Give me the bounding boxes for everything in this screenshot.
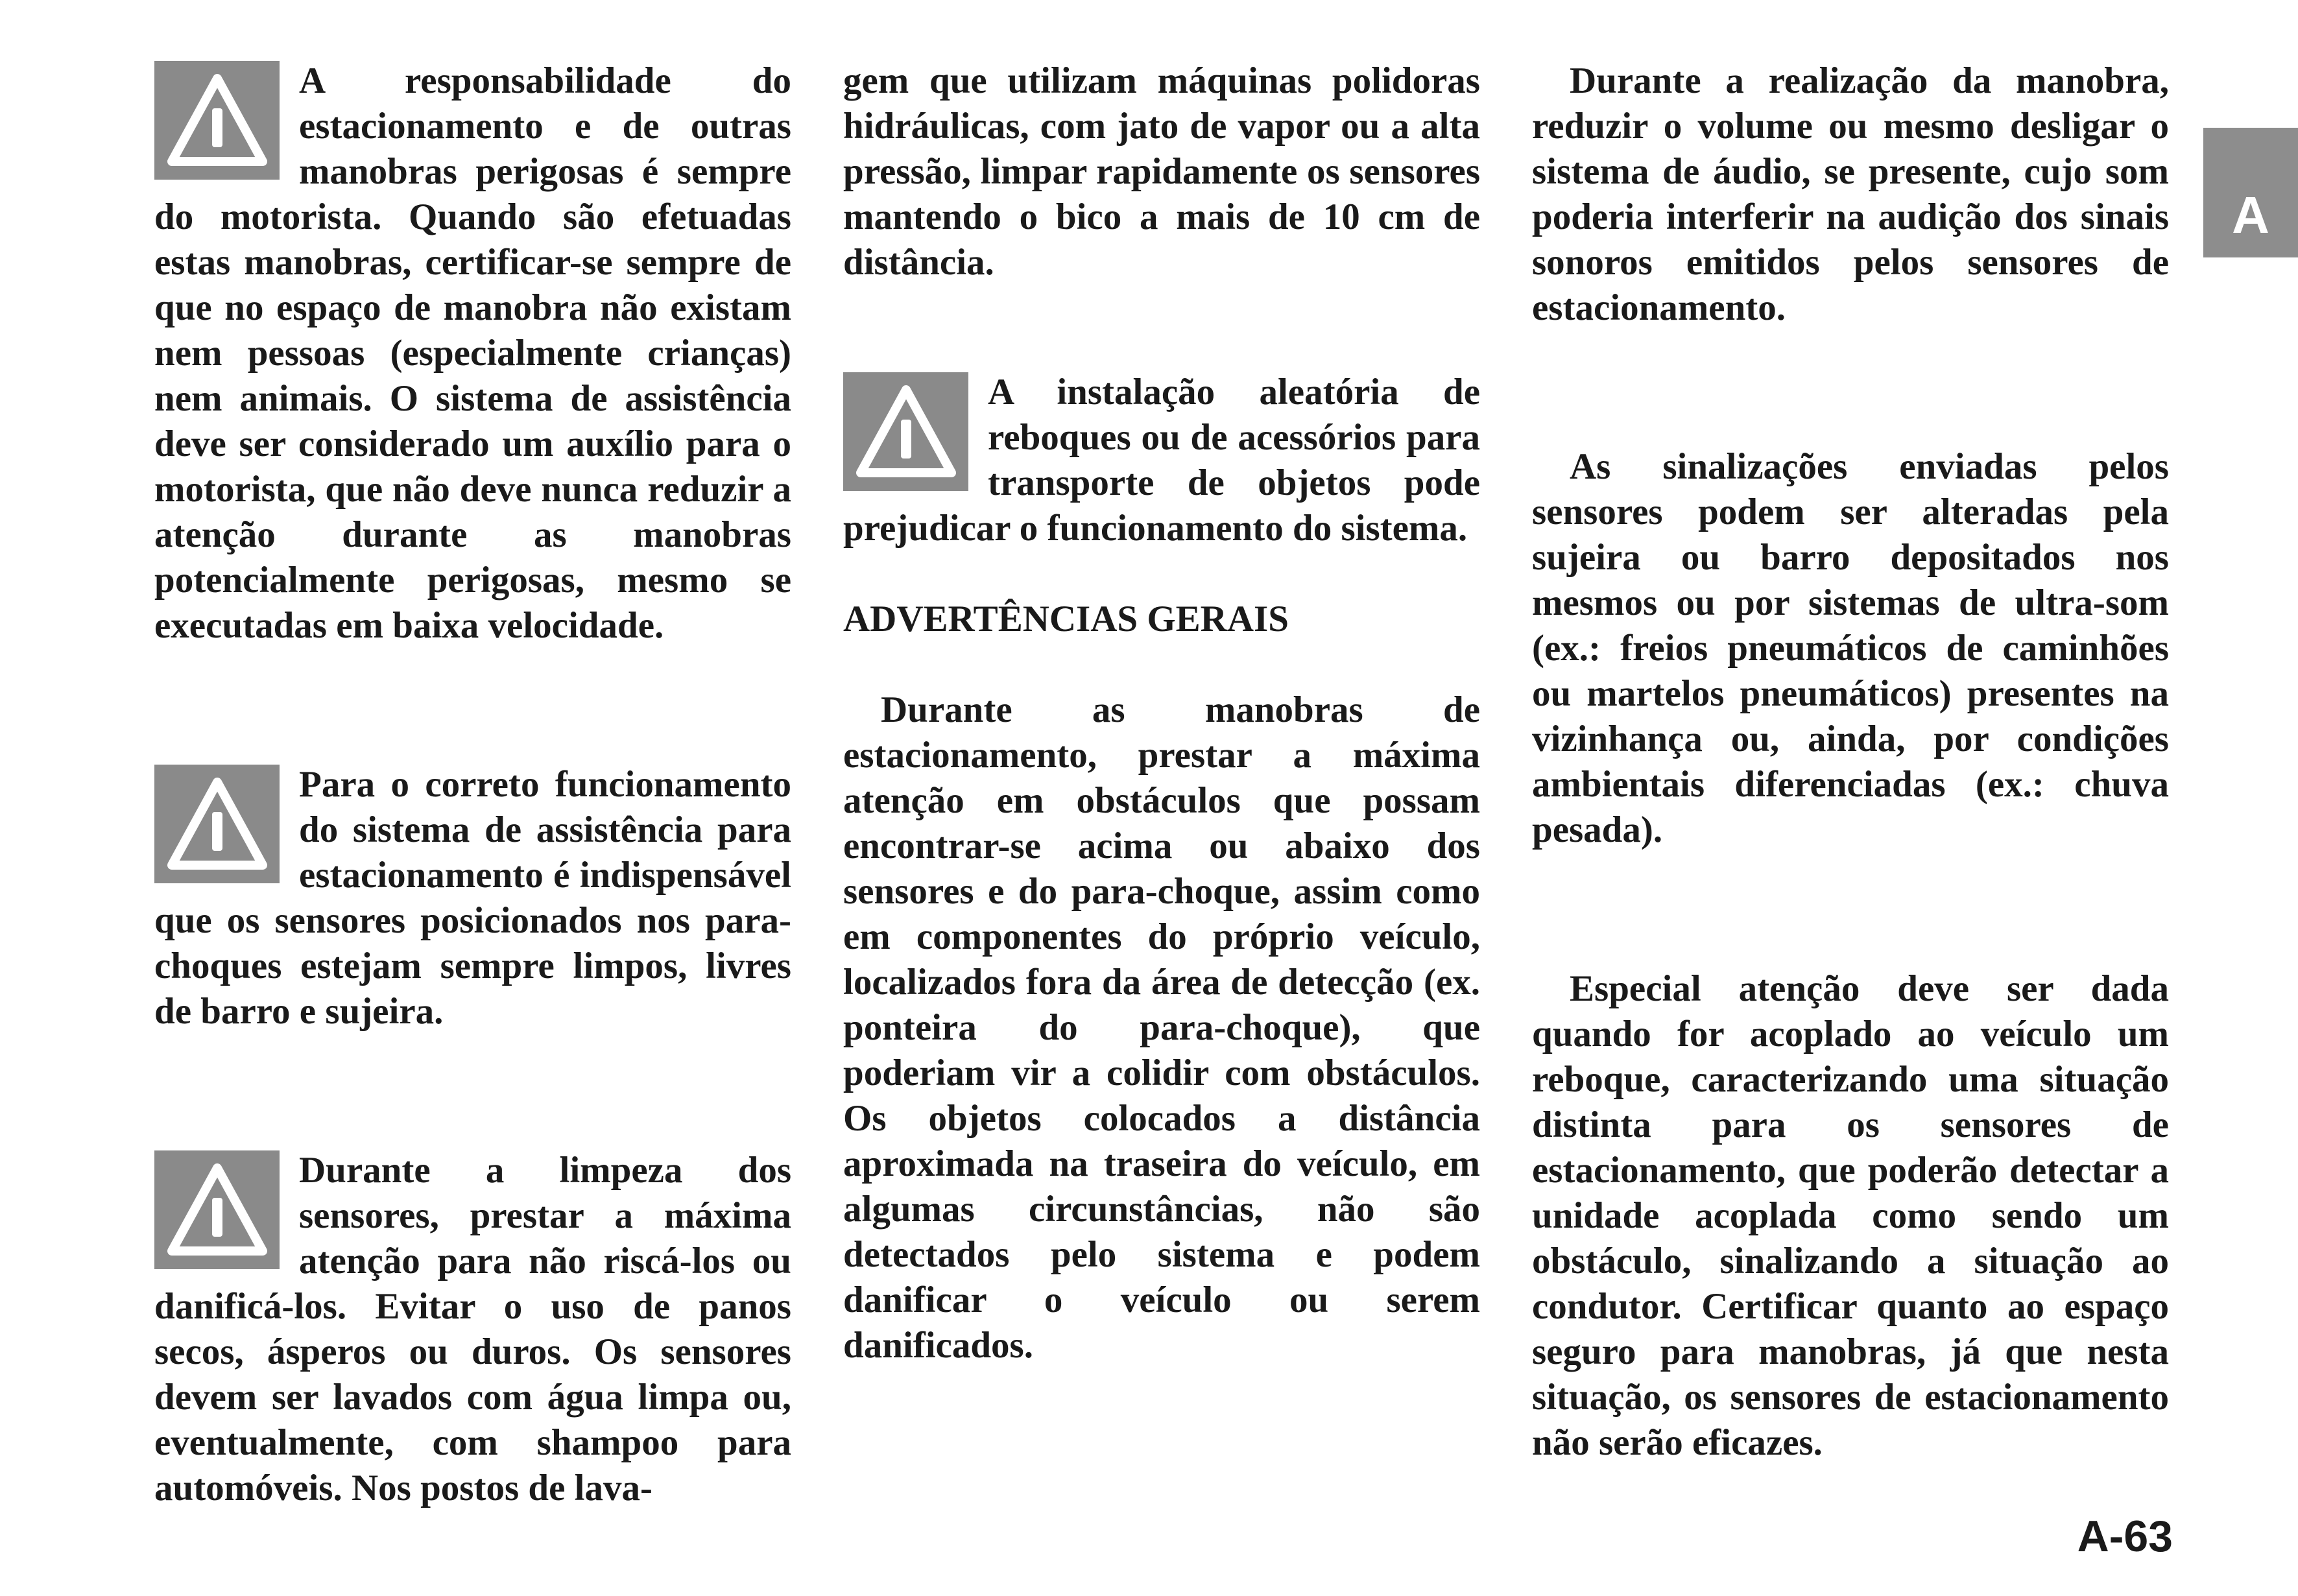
page-number: A-63 (2077, 1512, 2173, 1561)
paragraph-text: Especial atenção deve ser dada quando for acoplado ao veículo um reboque, caracterizando uma situação distinta para os sensores de estacionamento, que poderão detectar a unidade acoplada como sendo um obstáculo, sinalizando a situação ao condutor. Certificar quanto ao espaço seguro para manobras, já que nesta situação, os sensores de estacionamento não serão eficazes. (1532, 968, 2169, 1463)
section-tab (2203, 128, 2298, 257)
paragraph-trailer-attention (1532, 966, 2169, 1466)
section-heading: ADVERTÊNCIAS GERAIS (843, 599, 1289, 639)
warning-text-responsibility: A responsabilidade do estacionamento e de outras manobras perigosas é sempre do motorista. Quando são efetuadas estas manobras, certificar-se sempre de que no espaço de manobra não existam nem pessoas (especialmente crianças) nem animais. O sistema de assistência deve ser considerado um auxílio para o motorista, que não deve nunca reduzir a atenção durante as manobras potencialmente perigosas, mesmo se executadas em baixa velocidade. (154, 60, 791, 646)
warning-text-cleaning: Durante a limpeza dos sensores, prestar a máxima atenção para não riscá-los ou danificá-los. Evitar o uso de panos secos, ásperos ou duros. Os sensores devem ser lavados com água limpa ou, eventualmente, com shampoo para automóveis. Nos postos de lava- (154, 1150, 791, 1508)
paragraph-audio (1532, 58, 2169, 331)
warning-triangle-icon (843, 372, 968, 491)
paragraph-text: As sinalizações enviadas pelos sensores podem ser alteradas pela sujeira ou barro depositados nos mesmos ou por sistemas de ultra-som (ex.: freios pneumáticos de caminhões ou martelos pneumáticos) presentes na vizinhança ou, ainda, por condições ambientais diferenciadas (ex.: chuva pesada). (1532, 446, 2169, 850)
paragraph-signal-interference (1532, 444, 2169, 853)
general-warning-paragraph (843, 687, 1480, 1368)
section-tab-label: A (2232, 186, 2269, 244)
warning-text-clean-sensors: Para o correto funcionamento do sistema de assistência para estacionamento é indispensável que os sensores posicionados nos para-choques estejam sempre limpos, livres de barro e sujeira. (154, 764, 791, 1032)
column-middle (843, 58, 1480, 1368)
warning-block-clean-sensors (154, 762, 791, 1034)
warning-triangle-icon (154, 1150, 280, 1269)
paragraph-text: Durante as manobras de estacionamento, prestar a máxima atenção em obstáculos que possam encontrar-se acima ou abaixo dos sensores e do para-choque, assim como em componentes do próprio veículo, localizados fora da área de detecção (ex. ponteira do para-choque), que poderiam vir a colidir com obstáculos. Os objetos colocados a distância aproximada na traseira do veículo, em algumas circunstâncias, não são detectados pelo sistema e podem danificar o veículo ou serem danificados. (843, 689, 1480, 1366)
continuation-text: gem que utilizam máquinas polidoras hidráulicas, com jato de vapor ou a alta pressão, limpar rapidamente os sensores mantendo o bico a mais de 10 cm de distância. (843, 60, 1480, 283)
warning-triangle-icon (154, 765, 280, 883)
warning-block-cleaning (154, 1148, 791, 1511)
paragraph-text: Durante a realização da manobra, reduzir o volume ou mesmo desligar o sistema de áudio, se presente, cujo som poderia interferir na audição dos sinais sonoros emitidos pelos sensores de estacionamento. (1532, 60, 2169, 328)
warning-block-responsibility (154, 58, 791, 649)
warning-text-trailer-accessories: A instalação aleatória de reboques ou de acessórios para transporte de objetos pode prejudicar o funcionamento do sistema. (843, 372, 1480, 549)
column-right (1532, 58, 2169, 1466)
column-left (154, 58, 791, 1511)
warning-triangle-icon (154, 61, 280, 180)
warning-block-trailer-accessories (843, 370, 1480, 551)
